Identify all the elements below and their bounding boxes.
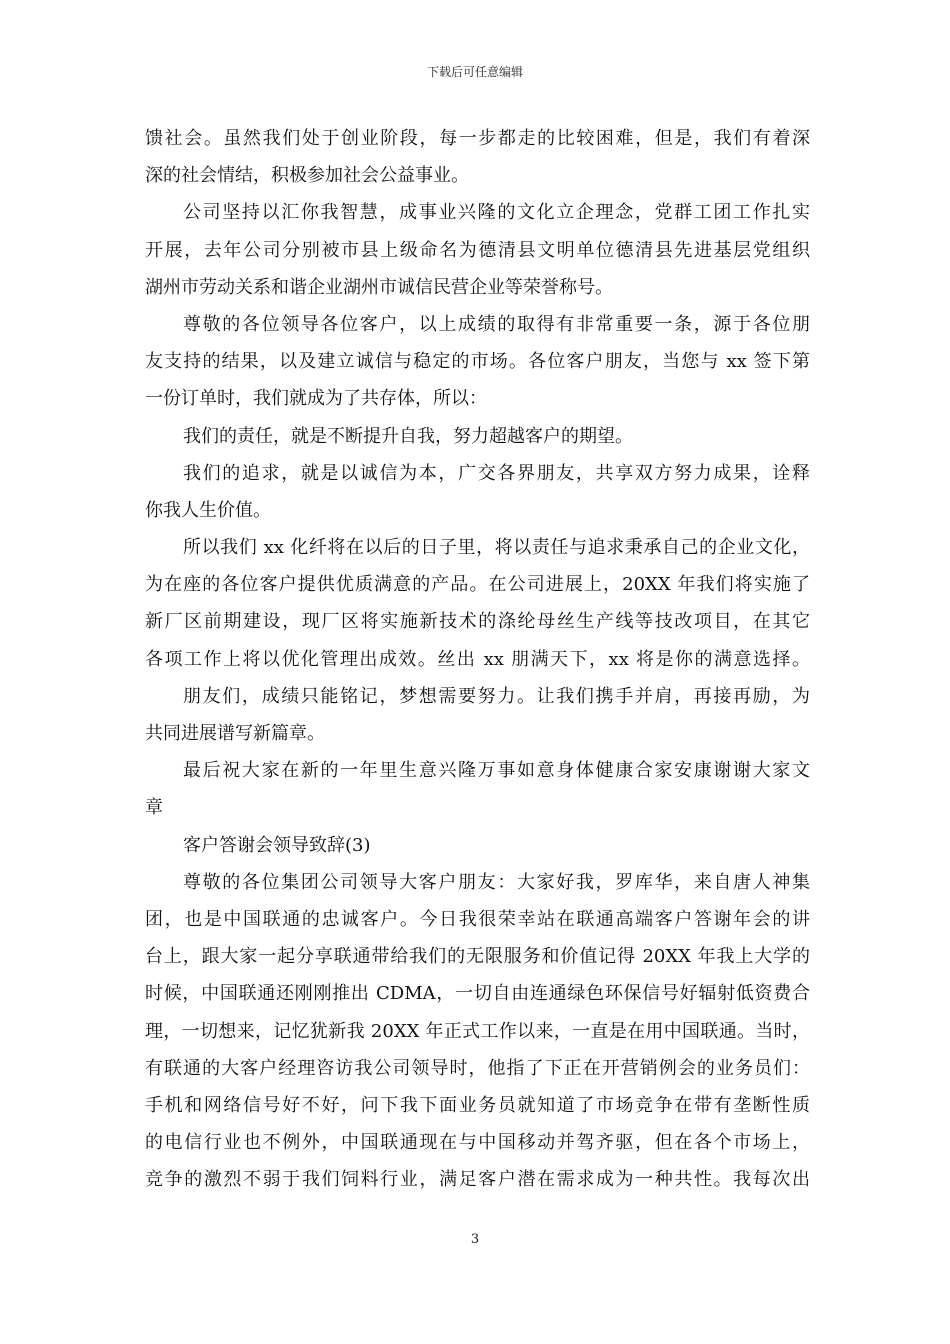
body-text-line: 湖州市劳动关系和谐企业湖州市诚信民营企业等荣誉称号。 xyxy=(145,276,613,298)
body-text-line: 我们的追求，就是以诚信为本，广交各界朋友，共享双方努力成果，诠释 xyxy=(183,462,810,484)
body-text-line: 手机和网络信号好不好，问下我下面业务员就知道了市场竞争在带有垄断性质 xyxy=(145,1094,810,1116)
body-text-line: 为在座的各位客户提供优质满意的产品。在公司进展上，20XX 年我们将实施了 xyxy=(145,574,810,596)
body-text-line: 时候，中国联通还刚刚推出 CDMA，一切自由连通绿色环保信号好辐射低资费合 xyxy=(145,983,810,1005)
page-number: 3 xyxy=(470,1232,480,1247)
body-text-line: 台上，跟大家一起分享联通带给我们的无限服务和价值记得 20XX 年我上大学的 xyxy=(145,946,810,968)
body-text-line: 一份订单时，我们就成为了共存体，所以： xyxy=(145,388,487,410)
body-text-line: 你我人生价值。 xyxy=(145,499,271,521)
body-text-line: 所以我们 xx 化纤将在以后的日子里，将以责任与追求秉承自己的企业文化， xyxy=(183,537,810,559)
body-text-line: 团，也是中国联通的忠诚客户。今日我很荣幸站在联通高端客户答谢年会的讲 xyxy=(145,908,810,930)
body-text-line: 最后祝大家在新的一年里生意兴隆万事如意身体健康合家安康谢谢大家文 xyxy=(183,760,810,782)
body-text-line: 竞争的激烈不弱于我们饲料行业，满足客户潜在需求成为一种共性。我每次出 xyxy=(145,1169,810,1191)
body-text-line: 公司坚持以汇你我智慧，成事业兴隆的文化立企理念，党群工团工作扎实 xyxy=(183,202,810,224)
body-text-line: 开展，去年公司分别被市县上级命名为德清县文明单位德清县先进基层党组织 xyxy=(145,239,810,261)
body-text-line: 各项工作上将以优化管理出成效。丝出 xx 朋满天下，xx 将是你的满意选择。 xyxy=(145,648,810,670)
document-body xyxy=(145,120,810,1198)
body-text-line: 新厂区前期建设，现厂区将实施新技术的涤纶母丝生产线等技改项目，在其它 xyxy=(145,611,810,633)
body-text-line: 我们的责任，就是不断提升自我，努力超越客户的期望。 xyxy=(183,425,633,447)
body-text-line: 客户答谢会领导致辞(3) xyxy=(183,834,371,856)
body-text-line: 章 xyxy=(145,797,163,819)
body-text-line: 馈社会。虽然我们处于创业阶段，每一步都走的比较困难，但是，我们有着深 xyxy=(145,128,810,149)
body-text-line: 理，一切想来，记忆犹新我 20XX 年正式工作以来，一直是在用中国联通。当时， xyxy=(145,1020,810,1042)
body-text-line: 尊敬的各位集团公司领导大客户朋友：大家好我，罗库华，来自唐人神集 xyxy=(183,871,810,893)
body-text-line: 的电信行业也不例外，中国联通现在与中国移动并驾齐驱，但在各个市场上， xyxy=(145,1132,810,1154)
body-text-line: 朋友们，成绩只能铭记，梦想需要努力。让我们携手并肩，再接再励，为 xyxy=(183,685,810,707)
body-text-line: 共同进展谱写新篇章。 xyxy=(145,723,325,744)
body-text-line: 友支持的结果，以及建立诚信与稳定的市场。各位客户朋友，当您与 xx 签下第 xyxy=(145,351,810,373)
body-text-line: 尊敬的各位领导各位客户，以上成绩的取得有非常重要一条，源于各位朋 xyxy=(183,313,810,335)
page-header: 下载后可任意编辑 xyxy=(426,65,523,79)
body-text-line: 有联通的大客户经理咨访我公司领导时，他指了下正在开营销例会的业务员们： xyxy=(145,1057,810,1079)
body-text-line: 深的社会情结，积极参加社会公益事业。 xyxy=(145,165,469,187)
